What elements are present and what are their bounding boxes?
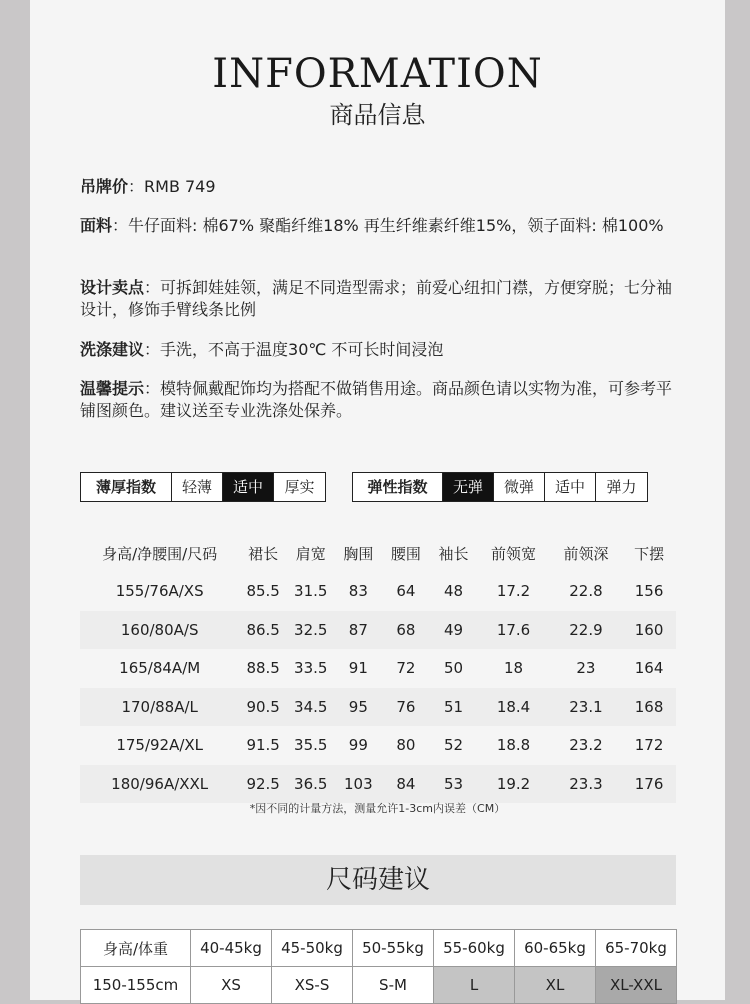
measurement-cell: 33.5 [294,659,328,678]
size-label-cell: 180/96A/XXL [80,765,239,804]
elasticity-index [352,472,648,502]
price-info [80,176,680,198]
recommend-row [81,967,677,1004]
measurement-cell: 64 [396,582,416,601]
measurement-cell: 18.8 [496,736,531,755]
size-label-cell: 175/92A/XL [116,736,204,755]
measurement-cell: 91 [348,659,368,678]
measurement-cell: 23.1 [550,688,622,727]
header-cell: 袖长 [438,544,469,563]
recommend-header-cell: 60-65kg [515,930,596,967]
elasticity-option: 微弹 [493,473,544,501]
measurement-cell: 23 [576,659,596,678]
measurement-cell: 51 [430,688,478,727]
table-row [80,765,676,804]
measurement-cell: 91.5 [246,736,280,755]
measurement-cell: 156 [634,582,664,601]
design-label: 设计卖点 [80,278,145,297]
size-recommend-table [80,929,677,1004]
measurement-cell: 92.5 [239,765,287,804]
measurement-cell: 72 [396,659,416,678]
measurement-cell: 80 [396,736,416,755]
recommend-cell: XL [515,967,596,1004]
header-cell: 胸围 [343,544,374,563]
wash-info [80,339,680,361]
table-row [80,611,676,650]
product-info-page [30,0,725,1000]
header-cell: 前领宽 [491,544,537,563]
recommend-header-cell: 65-70kg [596,930,677,967]
measurement-cell: 164 [634,659,664,678]
recommend-cell: L [434,967,515,1004]
measurement-cell: 31.5 [294,582,328,601]
measurement-cell: 36.5 [287,765,335,804]
header-cell: 下摆 [634,544,665,563]
fabric-label: 面料 [80,216,113,235]
wash-label: 洗涤建议 [80,340,145,359]
title-chinese: 商品信息 [329,101,426,129]
header-cell: 身高/净腰围/尺码 [102,544,218,563]
recommend-cell: S-M [353,967,434,1004]
size-chart-header [80,534,676,572]
measurement-cell: 32.5 [287,611,335,650]
measurement-cell: 103 [335,765,383,804]
elasticity-option: 弹力 [595,473,647,501]
size-label-cell: 155/76A/XS [115,582,204,601]
thickness-option: 厚实 [273,473,325,501]
header-cell: 前领深 [563,544,609,563]
elasticity-label: 弹性指数 [367,478,428,496]
measurement-cell: 168 [622,688,676,727]
measurement-cell: 18.4 [477,688,549,727]
recommend-cell: XS-S [272,967,353,1004]
price-value: ：RMB 749 [128,177,216,196]
thickness-index [80,472,326,502]
thickness-option: 适中 [222,473,273,501]
measurement-cell: 95 [335,688,383,727]
notice-label: 温馨提示 [80,379,145,398]
size-label-cell: 170/88A/L [80,688,239,727]
header-cell: 腰围 [390,544,421,563]
table-row [80,688,676,727]
measurement-cell: 176 [622,765,676,804]
measurement-cell: 88.5 [246,659,280,678]
measurement-cell: 34.5 [287,688,335,727]
measurement-cell: 83 [348,582,368,601]
design-info [80,277,680,321]
measurement-cell: 53 [430,765,478,804]
elasticity-option: 适中 [544,473,595,501]
measurement-cell: 23.2 [569,736,603,755]
measurement-cell: 86.5 [239,611,287,650]
wash-value: ：手洗，不高于温度30℃ 不可长时间浸泡 [144,340,444,359]
thickness-label: 薄厚指数 [95,478,156,496]
notice-info [80,378,680,422]
measurement-cell: 22.8 [569,582,603,601]
measurement-cell: 23.3 [550,765,622,804]
recommend-header-cell: 50-55kg [353,930,434,967]
measurement-cell: 160 [622,611,676,650]
size-label-cell: 160/80A/S [80,611,239,650]
table-row [80,572,676,611]
header-cell: 裙长 [248,544,279,563]
recommend-header-cell: 身高/体重 [81,930,191,967]
measurement-cell: 49 [430,611,478,650]
elasticity-option: 无弹 [442,473,493,501]
measurement-cell: 87 [335,611,383,650]
size-label-cell: 165/84A/M [119,659,201,678]
fabric-info [80,215,680,237]
design-value: ：可拆卸娃娃领，满足不同造型需求；前爱心纽扣门襟，方便穿脱；七分袖设计，修饰手臂线条比例 [80,278,673,319]
measurement-cell: 17.2 [496,582,531,601]
price-label: 吊牌价 [80,177,129,196]
table-row [80,726,676,765]
notice-value: ：模特佩戴配饰均为搭配不做销售用途。商品颜色请以实物为准，可参考平铺图颜色。建议送至专业洗涤处保养。 [80,379,673,420]
measurement-cell: 19.2 [477,765,549,804]
title-english: INFORMATION [212,51,543,97]
measurement-cell: 99 [348,736,368,755]
measurement-cell: 17.6 [477,611,549,650]
recommend-header-cell: 40-45kg [191,930,272,967]
size-recommend-title: 尺码建议 [80,855,676,905]
measurement-cell: 50 [443,659,464,678]
measurement-cell: 18 [503,659,524,678]
measurement-cell: 76 [382,688,430,727]
recommend-cell: 150-155cm [81,967,191,1004]
recommend-header-cell: 55-60kg [434,930,515,967]
measurement-cell: 84 [382,765,430,804]
measurement-cell: 52 [443,736,464,755]
header-cell: 肩宽 [295,544,326,563]
measurement-cell: 68 [382,611,430,650]
measurement-cell: 90.5 [239,688,287,727]
recommend-cell: XS [191,967,272,1004]
recommend-header-cell: 45-50kg [272,930,353,967]
measurement-cell: 85.5 [246,582,280,601]
size-chart-table [80,534,676,803]
fabric-value: ：牛仔面料: 棉67% 聚酯纤维18% 再生纤维素纤维15%，领子面料: 棉100% [112,216,664,235]
measurement-note: *因不同的计量方法，测量允许1-3cm内误差（CM） [249,802,506,815]
recommend-cell: XL-XXL [596,967,677,1004]
measurement-cell: 35.5 [294,736,328,755]
thickness-option: 轻薄 [171,473,222,501]
table-row [80,649,676,688]
measurement-cell: 22.9 [550,611,622,650]
measurement-cell: 172 [634,736,664,755]
measurement-cell: 48 [443,582,464,601]
recommend-header-row [81,930,677,967]
